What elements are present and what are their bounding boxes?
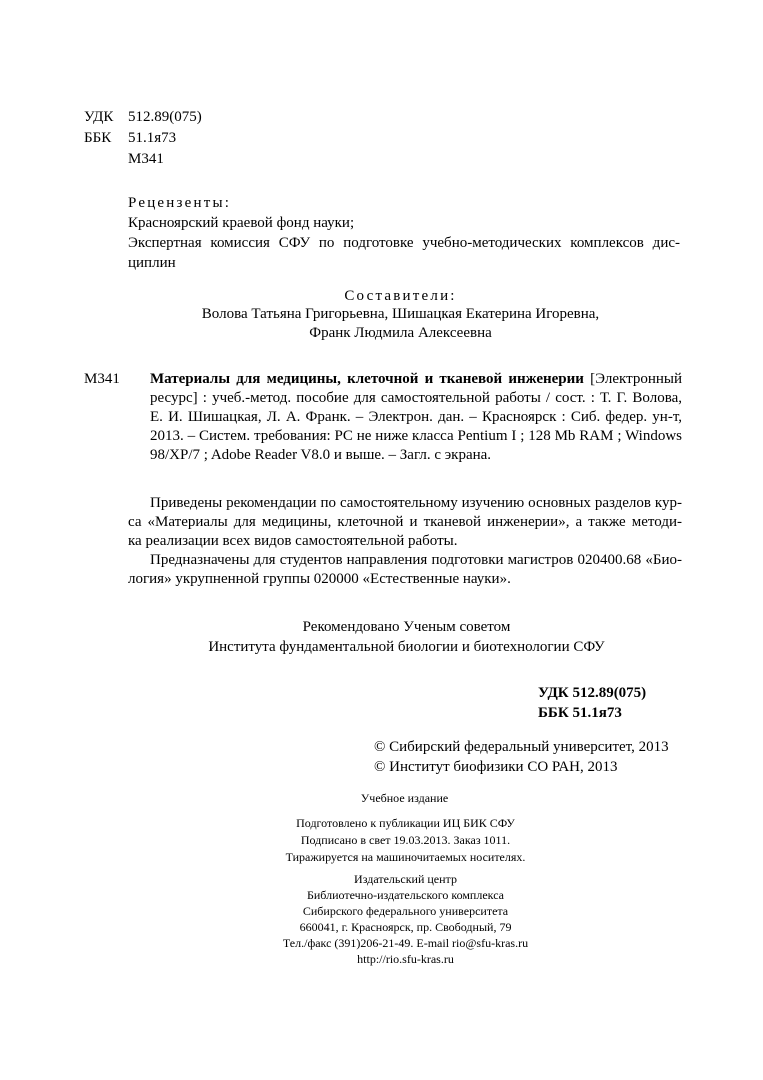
- reviewer-2-line: Экспертная комиссия СФУ по подготовке учебно-методических комплексов дис-: [128, 235, 680, 251]
- udk-value: 512.89(075): [128, 109, 202, 125]
- publisher-website: http://rio.sfu-kras.ru: [357, 952, 454, 966]
- reviewers-heading: Рецензенты:: [128, 195, 232, 211]
- bbk-value: 51.1я73: [128, 130, 177, 146]
- bibliography-mark: М341: [84, 371, 120, 387]
- annotation-p1-line-1: Приведены рекомендации по самостоятельному изучению основных разделов кур-: [150, 495, 682, 511]
- bibliography-line-4: 2013. – Систем. требования: PC не ниже класса Pentium I ; 128 Mb RAM ; Windows: [150, 428, 682, 444]
- bold-udk: УДК 512.89(075): [538, 685, 647, 701]
- book-title: Материалы для медицины, клеточной и тканевой инженерии: [150, 371, 584, 387]
- imprint-line-1: Подготовлено к публикации ИЦ БИК СФУ: [296, 816, 515, 830]
- annotation: [128, 494, 682, 589]
- recommendation-line-2: Института фундаментальной биологии и биотехнологии СФУ: [208, 639, 605, 655]
- bold-bbk: ББК 51.1я73: [538, 705, 622, 721]
- bibliography-line-1: [150, 370, 682, 389]
- bibliography-line-5: 98/XP/7 ; Adobe Reader V8.0 и выше. – Загл. с экрана.: [150, 447, 492, 463]
- publisher-line-3: Сибирского федерального университета: [302, 904, 509, 918]
- publisher-line-2: Библиотечно-издательского комплекса: [306, 888, 504, 902]
- bibliographic-description: [150, 370, 682, 465]
- compilers-heading: Составители:: [344, 288, 457, 304]
- annotation-p2-line-2: логия» укрупненной группы 020000 «Естественные науки».: [128, 571, 511, 587]
- copyright-line-2: © Институт биофизики СО РАН, 2013: [374, 759, 618, 775]
- recommendation-line-1: Рекомендовано Ученым советом: [302, 619, 511, 635]
- udk-label: УДК: [84, 109, 114, 125]
- publisher-line-1: Издательский центр: [354, 872, 457, 886]
- author-mark: М341: [128, 151, 164, 167]
- publisher-address: 660041, г. Красноярск, пр. Свободный, 79: [299, 920, 512, 934]
- annotation-p2-line-1: Предназначены для студентов направления подготовки магистров 020400.68 «Био-: [150, 552, 682, 568]
- compilers-line-2: Франк Людмила Алексеевна: [309, 325, 492, 341]
- bibliography-line-2: ресурс] : учеб.-метод. пособие для самостоятельной работы / сост. : Т. Г. Волова,: [150, 390, 682, 406]
- reviewer-2: [128, 234, 680, 253]
- imprint-line-3: Тиражируется на машиночитаемых носителях.: [285, 850, 526, 864]
- annotation-p1-line-2: са «Материалы для медицины, клеточной и тканевой инженерии», а также методи-: [128, 514, 682, 530]
- bibliography-line-1-rest: [Электронный: [583, 371, 682, 387]
- reviewer-2-cont: циплин: [128, 255, 176, 271]
- reviewer-1: Красноярский краевой фонд науки;: [128, 215, 355, 231]
- bibliography-line-3: Е. И. Шишацкая, Л. А. Франк. – Электрон. дан. – Красноярск : Сиб. федер. ун-т,: [150, 409, 682, 425]
- publisher-contacts: Тел./факс (391)206-21-49. E-mail rio@sfu-kras.ru: [282, 936, 529, 950]
- bbk-label: ББК: [84, 130, 112, 146]
- compilers-line-1: Волова Татьяна Григорьевна, Шишацкая Екатерина Игоревна,: [201, 306, 600, 322]
- edition-type: Учебное издание: [360, 791, 449, 805]
- copyright-line-1: © Сибирский федеральный университет, 2013: [374, 739, 669, 755]
- imprint-line-2: Подписано в свет 19.03.2013. Заказ 1011.: [300, 833, 511, 847]
- annotation-p1-line-3: ка реализации всех видов самостоятельной работы.: [128, 533, 458, 549]
